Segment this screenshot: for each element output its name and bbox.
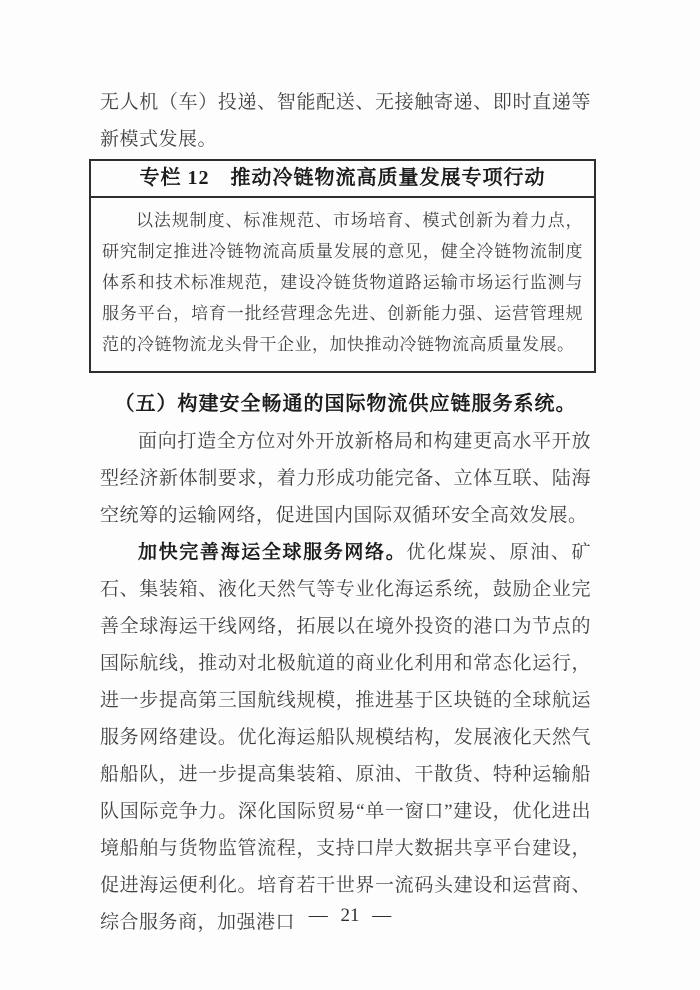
special-column-body: 以法规制度、标准规范、市场培育、模式创新为着力点，研究制定推进冷链物流高质量发展的意见，健全冷链物流制度体系和技术标准规范，建设冷链货物道路运输市场运行监测与服务平台，培育一批经营理念先进、创新能力强、运营管理规范的冷链物流龙头骨干企业，加快推动冷链物流高质量发展。	[102, 211, 583, 354]
sea-network-paragraph-body: 优化煤炭、原油、矿石、集装箱、液化天然气等专业化海运系统，鼓励企业完善全球海运干线网络，拓展以在境外投资的港口为节点的国际航线，推动对北极航道的商业化利用和常态化运行，进一步提高第三国航线规模，推进基于区块链的全球航运服务网络建设。优化海运船队规模结构，发展液化天然气船船队，进一步提高集装箱、原油、干散货、特种运输船队国际竞争力。深化国际贸易“单一窗口”建设，优化进出境船舶与货物监管流程，支持口岸大数据共享平台建设，促进海运便利化。培育若干世界一流码头建设和运营商、综合服务商，加强港口	[100, 542, 591, 933]
page-number: — 21 —	[308, 905, 392, 926]
overview-paragraph: 面向打造全方位对外开放新格局和构建更高水平开放型经济新体制要求，着力形成功能完备、立体互联、陆海空统筹的运输网络，促进国内国际双循环安全高效发展。	[100, 431, 591, 526]
page-content	[100, 84, 591, 941]
sea-network-paragraph	[100, 534, 591, 941]
intro-paragraph: 无人机（车）投递、智能配送、无接触寄递、即时直递等新模式发展。	[100, 92, 591, 150]
special-column-box	[89, 159, 596, 373]
sea-network-paragraph-lead: 加快完善海运全球服务网络。	[138, 542, 407, 563]
special-column-title: 专栏 12 推动冷链物流高质量发展专项行动	[91, 161, 594, 198]
section-heading: （五）构建安全畅通的国际物流供应链服务系统。	[114, 393, 577, 415]
